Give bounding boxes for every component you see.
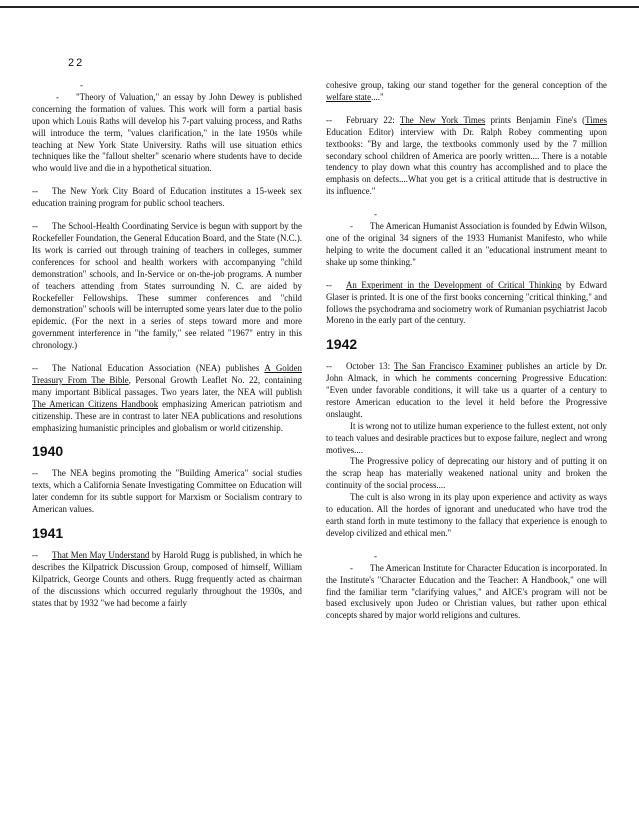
entry-continued: cohesive group, taking our stand together for the general conception of the welfare state...." xyxy=(326,80,607,102)
entry-nyc-board: -- The New York City Board of Education institutes a 15-week sex education training program for public school teachers. xyxy=(32,186,302,209)
year-heading-1941: 1941 xyxy=(32,525,64,541)
book-title: A Golden Treasury From The Bible xyxy=(32,363,302,385)
entry-nea-publishes: -- The National Education Association (NEA) publishes A Golden Treasury From The Bible, Personal Growth Leaflet No. 22, containing many important Biblical passages. Two years later, the NEA will publish The American Citizens Handbook emphasizing American patriotism and citizenship. These are in contrast to later NEA publications and resolutions emphasizing humanistic principles and globalism or world citizenship. xyxy=(32,363,302,433)
quote-paragraph: The cult is also wrong in its play upon experience and activity as ways to education. All the hordes of ignorant and uneducated who have trod the earth stand forth in mute testimony to the fallacy that experience is enough to develop civilized and ethical men." xyxy=(326,492,607,538)
entry-text: The American Humanist Association is founded by Edwin Wilson, one of the original 34 signers of the 1933 Humanist Manifesto, who while helping to write the document called it an "educational instrument meant to shake up some thinking." xyxy=(326,221,607,267)
right-column xyxy=(326,80,607,633)
top-rule xyxy=(0,6,639,8)
entry-critical-thinking: -- An Experiment in the Development of Critical Thinking by Edward Glaser is printed. It is one of the first books concerning "critical thinking," and follows the psychodrama and sociometry work of Rumanian psychiatrist Jacob Moreno in the early part of the century. xyxy=(326,279,607,326)
entry-building-america: -- The NEA begins promoting the "Building America" social studies texts, which a California Senate Investigating Committee on Education will later condemn for its subtle support for Marxism or Socialism contrary to American values. xyxy=(32,468,302,515)
welfare-state-term: welfare state xyxy=(326,91,372,102)
year-heading-1942: 1942 xyxy=(326,336,358,353)
book-title: The American Citizens Handbook xyxy=(32,398,159,409)
entry-nyt-robey: -- February 22: The New York Times prints Benjamin Fine's (Times Education Editor) interview with Dr. Ralph Robey commenting upon textbooks: "By and large, the textbooks commonly used by the 7 million secondary school children of America are poorly written.... There is a notable tendency to play down what this country has accomplished and to place the emphasis on defects....What you get is a critical attitude that is destructive in its influence." xyxy=(326,114,607,197)
year-heading-1940: 1940 xyxy=(32,443,64,460)
entry-text: The New York City Board of Education institutes a 15-week sex education training program for public school teachers. xyxy=(32,186,302,209)
publication-name: The New York Times xyxy=(399,114,486,125)
entry-text: "Theory of Valuation," an essay by John Dewey is published concerning the formation of values. This work will form a partial basis upon which Louis Raths will develop his 7-part valuing process, and Raths will introduce the term, "values clarification," in the late 1950s while teaching at New York State University. Raths will use situation ethics techniques like the "fallout shelter" scenario where students have to decide who would live and die in a hypothetical situation. xyxy=(32,91,302,174)
quote-paragraph: The Progressive policy of deprecating our history and of putting it on the scrap heap has materially weakened national unity and broken the continuity of the social process.... xyxy=(326,456,607,491)
quote-paragraph: It is wrong not to utilize human experience to the fullest extent, not only to teach values and desirable practices but to expose failure, neglect and wrong motives.... xyxy=(326,420,607,455)
entry-text: The School-Health Coordinating Service is begun with support by the Rockefeller Foundation, the General Education Board, and the State (N.C.). Its work is carried out through training of teachers in colleges, summer conferences for school and health workers with accompanying "child demonstration" schools, and In-Service or on-the-job programs. A number of teachers attending from States surrounding N. C. are aided by Rockefeller Fellowships. These summer conferences and "child demonstration" schools will be interrupted some years later due to the polio epidemic. (For the next in a series of steps toward more and more government interference in "the family," see related "1967" entry in this chronology.) xyxy=(32,221,302,351)
book-title: That Men May Understand xyxy=(52,549,150,560)
left-column xyxy=(32,80,302,620)
entry-school-health: -- The School-Health Coordinating Service is begun with support by the Rockefeller Foundation, the General Education Board, and the State (N.C.). Its work is carried out through training of teachers in colleges, summer conferences for school and health workers with accompanying "child demonstration" schools, and In-Service or on-the-job programs. A number of teachers attending from States surrounding N. C. are aided by Rockefeller Fellowships. These summer conferences and "child demonstration" schools will be interrupted some years later due to the polio epidemic. (For the next in a series of steps toward more and more government interference in "the family," see related "1967" entry in this chronology.) xyxy=(32,221,302,351)
entry-theory-of-valuation: -- "Theory of Valuation," an essay by John Dewey is published concerning the formation of values. This work will form a partial basis upon which Louis Raths will develop his 7-part valuing process, and Raths will introduce the term, "values clarification," in the late 1950s while teaching at New York State University. Raths will use situation ethics techniques like the "fallout shelter" scenario where students have to decide who would live and die in a hypothetical situation. xyxy=(32,80,302,174)
publication-name: The San Francisco Examiner xyxy=(393,361,503,372)
entry-rugg: -- That Men May Understand by Harold Rugg is published, in which he describes the Kilpatrick Discussion Group, composed of himself, William Kilpatrick, George Counts and others. Rugg frequently acted as chairman of the discussions which occurred regularly throughout the 1930s, and states that by 1932 "we had become a fairly xyxy=(32,549,302,608)
entry-character-education: -- The American Institute for Character Education is incorporated. In the Institute's "Character Education and the Teacher: A Handbook," one will find the familiar term "clarifying values," and AICE's program will not be based exclusively upon Judeo or Christian values, but rather upon ethical concepts shared by major world religions and cultures. xyxy=(326,550,607,621)
book-title: An Experiment in the Development of Critical Thinking xyxy=(346,279,562,290)
publication-name: Times xyxy=(585,114,607,125)
entry-humanist-association: -- The American Humanist Association is founded by Edwin Wilson, one of the original 34 signers of the 1933 Humanist Manifesto, who while helping to write the document called it an "educational instrument meant to shake up some thinking." xyxy=(326,209,607,267)
entry-sf-examiner: -- October 13: The San Francisco Examiner publishes an article by Dr. John Almack, in which he comments concerning Progressive Education: "Even under favorable conditions, it will take us a quarter of a century to restore American education to the level it held before the Progressive onslaught. It is wrong not to utilize human experience to the fullest extent, not only to teach values and desirable practices but to expose failure, neglect and wrong motives.... The Progressive policy of deprecating our history and of putting it on the scrap heap has materially weakened national unity and broken the continuity of the social process.... The cult is also wrong in its play upon experience and activity as ways to education. All the hordes of ignorant and uneducated who have trod the earth stand forth in mute testimony to the fallacy that experience is enough to develop civilized and ethical men." xyxy=(326,361,607,538)
page-number: 22 xyxy=(68,57,85,69)
entry-text: The American Institute for Character Education is incorporated. In the Institute's "Character Education and the Teacher: A Handbook," one will find the familiar term "clarifying values," and AICE's program will not be based exclusively upon Judeo or Christian values, but rather upon ethical concepts shared by major world religions and cultures. xyxy=(326,562,607,621)
entry-text: The NEA begins promoting the "Building America" social studies texts, which a California Senate Investigating Committee on Education will later condemn for its subtle support for Marxism or Socialism contrary to American values. xyxy=(32,468,302,515)
